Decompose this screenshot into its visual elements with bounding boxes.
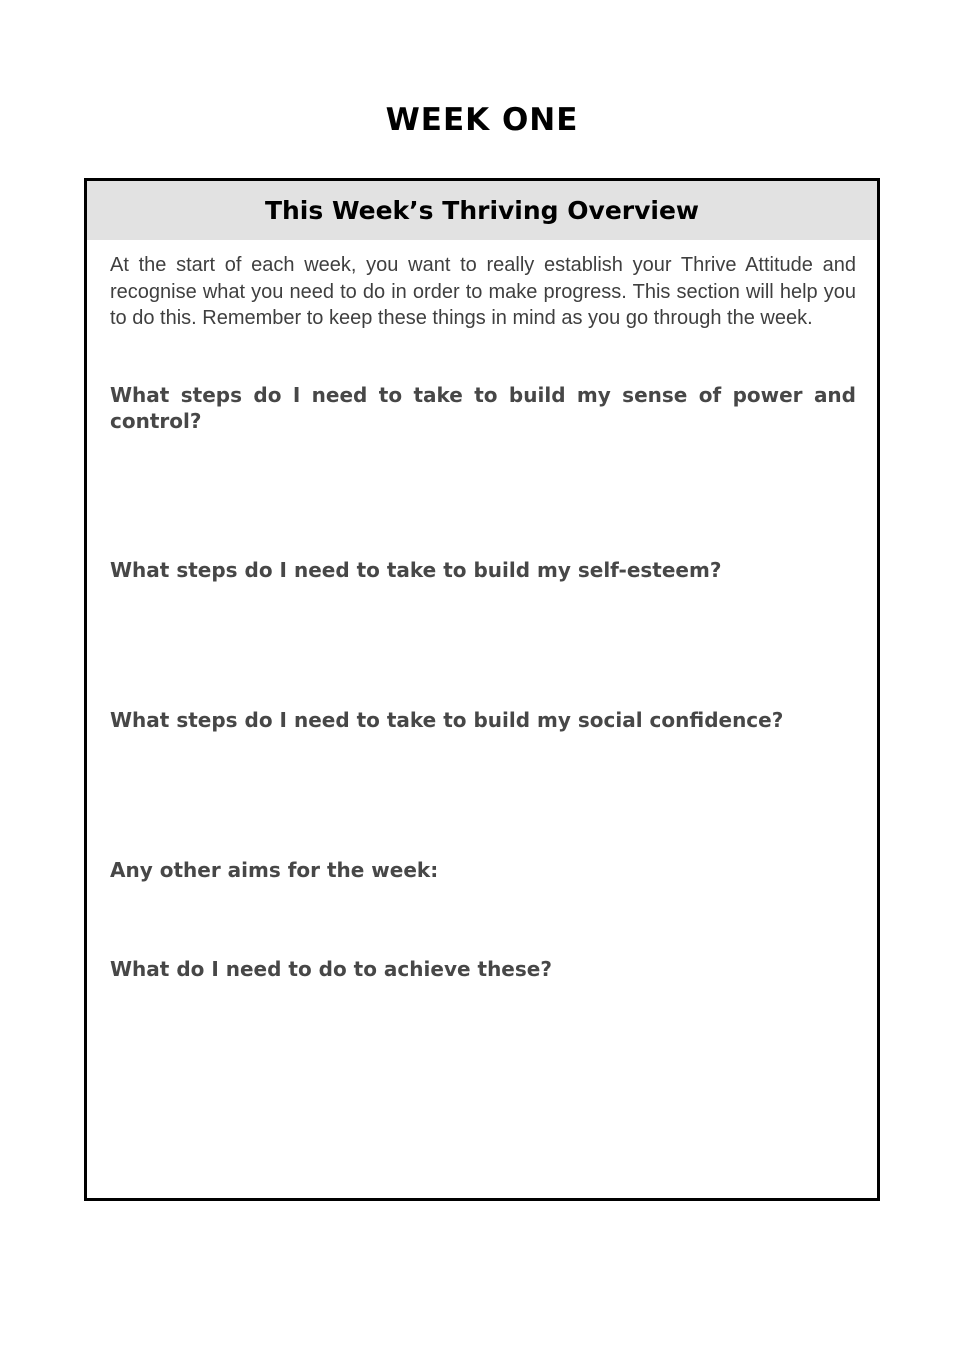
question-social-confidence: What steps do I need to take to build my social confidence?	[110, 708, 784, 732]
page-title: WEEK ONE	[385, 102, 579, 138]
intro-paragraph: At the start of each week, you want to really establish your Thrive Attitude and recognise what you need to do in order to make progress. This section will help you to do this. Remember to keep these things in mind as you go through the week.	[110, 254, 856, 329]
overview-box	[84, 178, 880, 1201]
overview-heading: This Week’s Thriving Overview	[87, 181, 877, 240]
question-power-control: What steps do I need to take to build my sense of power and control?	[110, 383, 856, 433]
question-self-esteem: What steps do I need to take to build my self-esteem?	[110, 558, 722, 582]
question-other-aims: Any other aims for the week:	[110, 858, 439, 882]
question-achieve: What do I need to do to achieve these?	[110, 957, 552, 981]
